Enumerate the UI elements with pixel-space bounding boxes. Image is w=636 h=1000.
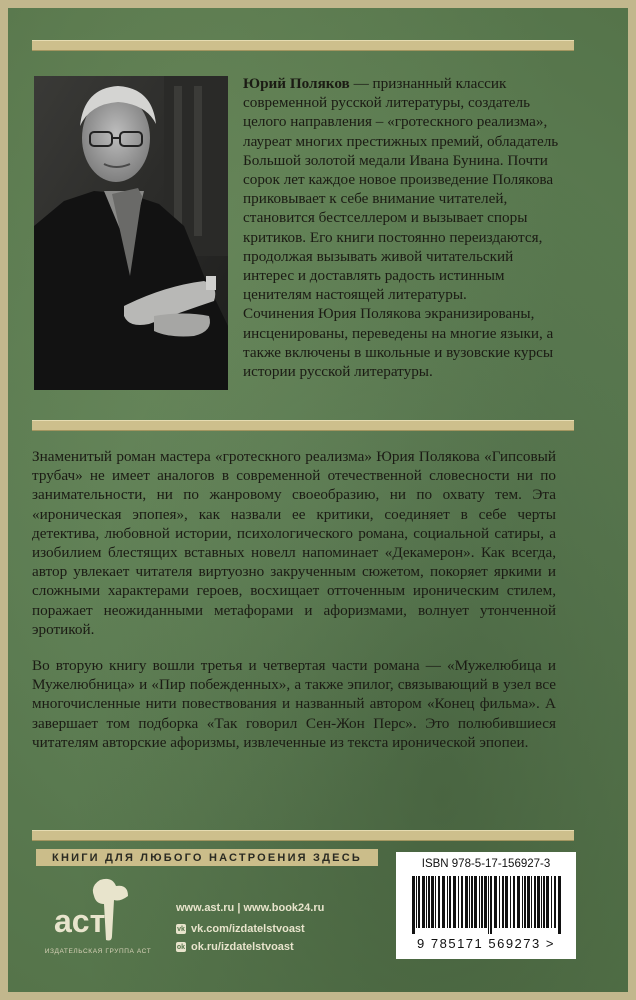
barcode-bar — [428, 876, 430, 928]
barcode-bar — [551, 876, 552, 928]
publisher-websites[interactable]: www.ast.ru | www.book24.ru — [176, 902, 325, 914]
ast-logo-icon — [40, 874, 156, 948]
barcode-bar — [488, 876, 489, 934]
barcode-bar — [527, 876, 530, 928]
author-bio-text: — признанный классик современной русской литературы, создатель целого направления – «гротескного реализма», лауреат многих престижных премий, обладатель Большой золотой медали Ивана Бунина. Почти сорок лет каждое новое произведение Полякова приковывает к себе внимание читателей, становится бестселлером и вызывает споры критиков. Его книги постоянно переиздаются, продолжая вызывать живой читательский интерес и доставлять радость истинным ценителям настоящей литературы. — [243, 75, 559, 304]
middle-decorative-rule — [32, 420, 574, 431]
barcode-bar — [453, 876, 456, 928]
barcode-bar — [442, 876, 445, 928]
barcode-bar — [517, 876, 520, 928]
barcode-bar — [431, 876, 434, 928]
description-paragraph-1: Знаменитый роман мастера «гротескного реализма» Юрия Полякова «Гипсовый трубач» не имеет аналогов в современной отечественной словесности ни по занимательности, ни по жанровому своеобразию, ни по охвату тем. Эта «ироническая эпопея», как назвали ее критики, соединяет в себе черты детектива, любовной истории, психологического романа, социальной сатиры, а изобилием блестящих вставных новелл напоминает «Декамерон». Как всегда, автор увлекает читателя виртуозно закрученным сюжетом, покоряет яркими и сложными характерами героев, восхищает отточенным ироническим стилем, поражает неожиданными метафорами и афоризмами, волнует утонченной эротикой. — [32, 448, 556, 638]
barcode-bar — [474, 876, 477, 928]
author-portrait-image — [34, 76, 228, 390]
barcode-bar — [438, 876, 440, 928]
barcode-bar — [490, 876, 492, 934]
top-decorative-rule — [32, 40, 574, 51]
barcode-bar — [469, 876, 470, 928]
barcode-bar — [471, 876, 473, 928]
barcode-bar — [534, 876, 536, 928]
barcode-bar — [418, 876, 420, 928]
ok-link[interactable] — [176, 941, 386, 953]
barcode-bar — [435, 876, 436, 928]
barcode-bar — [510, 876, 511, 928]
barcode-bar — [554, 876, 556, 928]
barcode-bar — [494, 876, 497, 928]
barcode-bar — [543, 876, 545, 928]
barcode-bar — [412, 876, 415, 934]
logo-text: аст — [54, 903, 106, 939]
vk-link-text: vk.com/izdatelstvoast — [191, 923, 305, 935]
vk-icon: vk — [177, 925, 185, 933]
ok-icon: ok — [176, 943, 186, 951]
barcode-bar — [422, 876, 425, 928]
barcode-bar — [522, 876, 523, 928]
barcode-bar — [546, 876, 549, 928]
author-photo — [34, 76, 228, 390]
author-bio-text-2: Сочинения Юрия Полякова экранизированы, инсценированы, переведены на многие языки, а также включены в школьные и вузовские курсы истории русской литературы. — [243, 305, 554, 381]
barcode-bar — [499, 876, 500, 928]
barcode-bar — [458, 876, 459, 928]
isbn-label: ISBN 978-5-17-156927-3 — [421, 858, 551, 870]
barcode-image — [410, 876, 566, 934]
barcode-bar — [537, 876, 540, 928]
barcode-bar — [461, 876, 463, 928]
author-name: Юрий Поляков — [243, 75, 350, 92]
barcode-bar — [449, 876, 451, 928]
barcode-bar — [465, 876, 468, 928]
isbn-barcode-box — [396, 852, 576, 959]
tagline-banner: КНИГИ ДЛЯ ЛЮБОГО НАСТРОЕНИЯ ЗДЕСЬ — [36, 849, 378, 866]
barcode-bar — [447, 876, 448, 928]
barcode-bar — [505, 876, 508, 928]
barcode-bar — [513, 876, 515, 928]
barcode-bar — [531, 876, 532, 928]
barcode-bar — [416, 876, 417, 928]
publisher-logo — [40, 874, 156, 960]
barcode-bar — [524, 876, 526, 928]
barcode-bar — [481, 876, 483, 928]
ok-link-text: ok.ru/izdatelstvoast — [191, 941, 294, 953]
barcode-bar — [558, 876, 561, 934]
barcode-digits: 9 785171 569273 > — [417, 936, 555, 951]
author-bio — [243, 74, 568, 381]
description-paragraph-2: Во вторую книгу вошли третья и четвертая части романа — «Мужелюбица и Мужелюбница» и «Пир побежденных», а также эпилог, связывающий в узел все многочисленные нити повествования и названный автором «Конец фильма». А завершает том подборка «Так говорил Сен-Жон Перс». Это полюбившиеся читателям авторские афоризмы, извлеченные из текста иронической эпопеи. — [32, 657, 556, 751]
book-description — [32, 447, 556, 769]
barcode-bar — [484, 876, 487, 928]
barcode-bar — [502, 876, 504, 928]
barcode-bar — [541, 876, 542, 928]
publisher-links — [176, 902, 386, 953]
barcode-bar — [479, 876, 480, 928]
barcode-bar — [426, 876, 427, 928]
publisher-caption: ИЗДАТЕЛЬСКАЯ ГРУППА АСТ — [44, 948, 152, 955]
bottom-decorative-rule — [32, 830, 574, 841]
vk-link[interactable] — [176, 923, 386, 935]
